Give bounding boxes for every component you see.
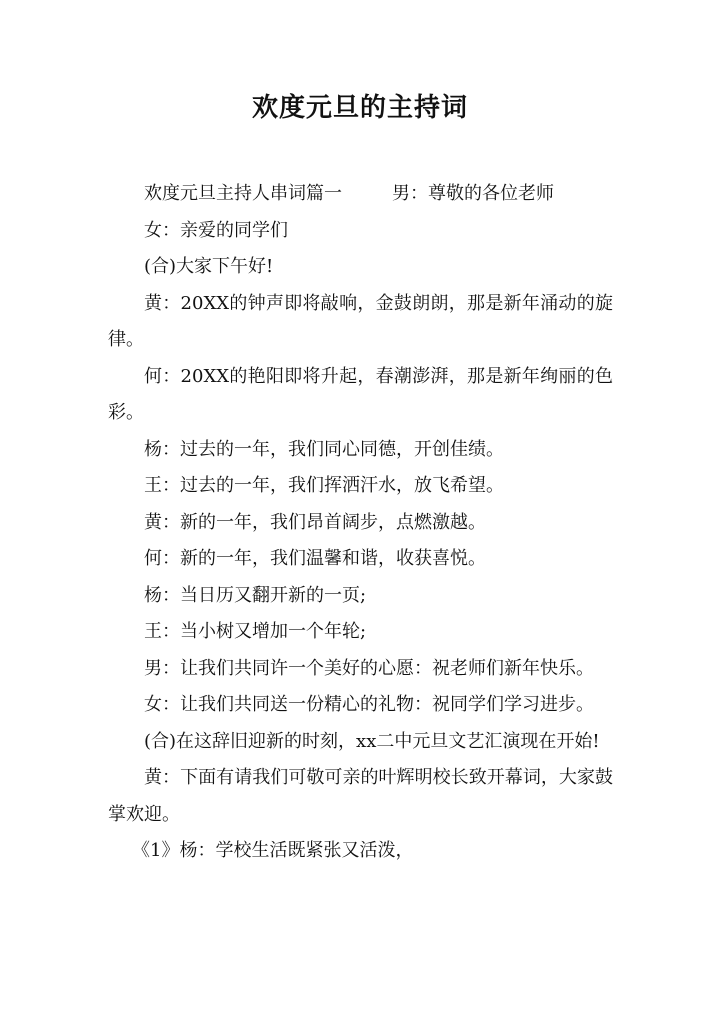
paragraph: 王：当小树又增加一个年轮; [144, 621, 367, 642]
paragraph: 男：让我们共同许一个美好的心愿：祝老师们新年快乐。 [144, 657, 594, 679]
paragraph: 女：让我们共同送一份精心的礼物：祝同学们学习进步。 [144, 694, 594, 715]
paragraph: 杨：当日历又翻开新的一页; [144, 584, 367, 606]
paragraph: 女：亲爱的同学们 [144, 219, 288, 241]
opening-line: 男：尊敬的各位老师 [392, 183, 554, 204]
paragraph: 黄：新的一年，我们昂首阔步，点燃激越。 [144, 511, 486, 533]
paragraph-last: 《1》杨：学校生活既紧张又活泼， [132, 840, 414, 861]
paragraph-intro [108, 176, 613, 213]
paragraph: 黄：下面有请我们可敬可亲的叶辉明校长致开幕词，大家鼓掌欢迎。 [108, 767, 613, 825]
paragraph: 黄：20XX的钟声即将敲响，金鼓朗朗，那是新年涌动的旋律。 [108, 292, 613, 350]
document-title: 欢度元旦的主持词 [251, 93, 468, 123]
paragraph: 何：20XX的艳阳即将升起，春潮澎湃，那是新年绚丽的色彩。 [108, 365, 613, 423]
paragraph: (合)在这辞旧迎新的时刻，xx二中元旦文艺汇演现在开始! [144, 730, 600, 752]
paragraph: 何：新的一年，我们温馨和谐，收获喜悦。 [144, 548, 486, 569]
paragraph: (合)大家下午好! [144, 256, 274, 277]
paragraph: 王：过去的一年，我们挥洒汗水，放飞希望。 [144, 475, 504, 496]
section-heading: 欢度元旦主持人串词篇一 [144, 183, 342, 204]
document-body [108, 176, 613, 870]
paragraph: 杨：过去的一年，我们同心同德，开创佳绩。 [144, 438, 504, 460]
